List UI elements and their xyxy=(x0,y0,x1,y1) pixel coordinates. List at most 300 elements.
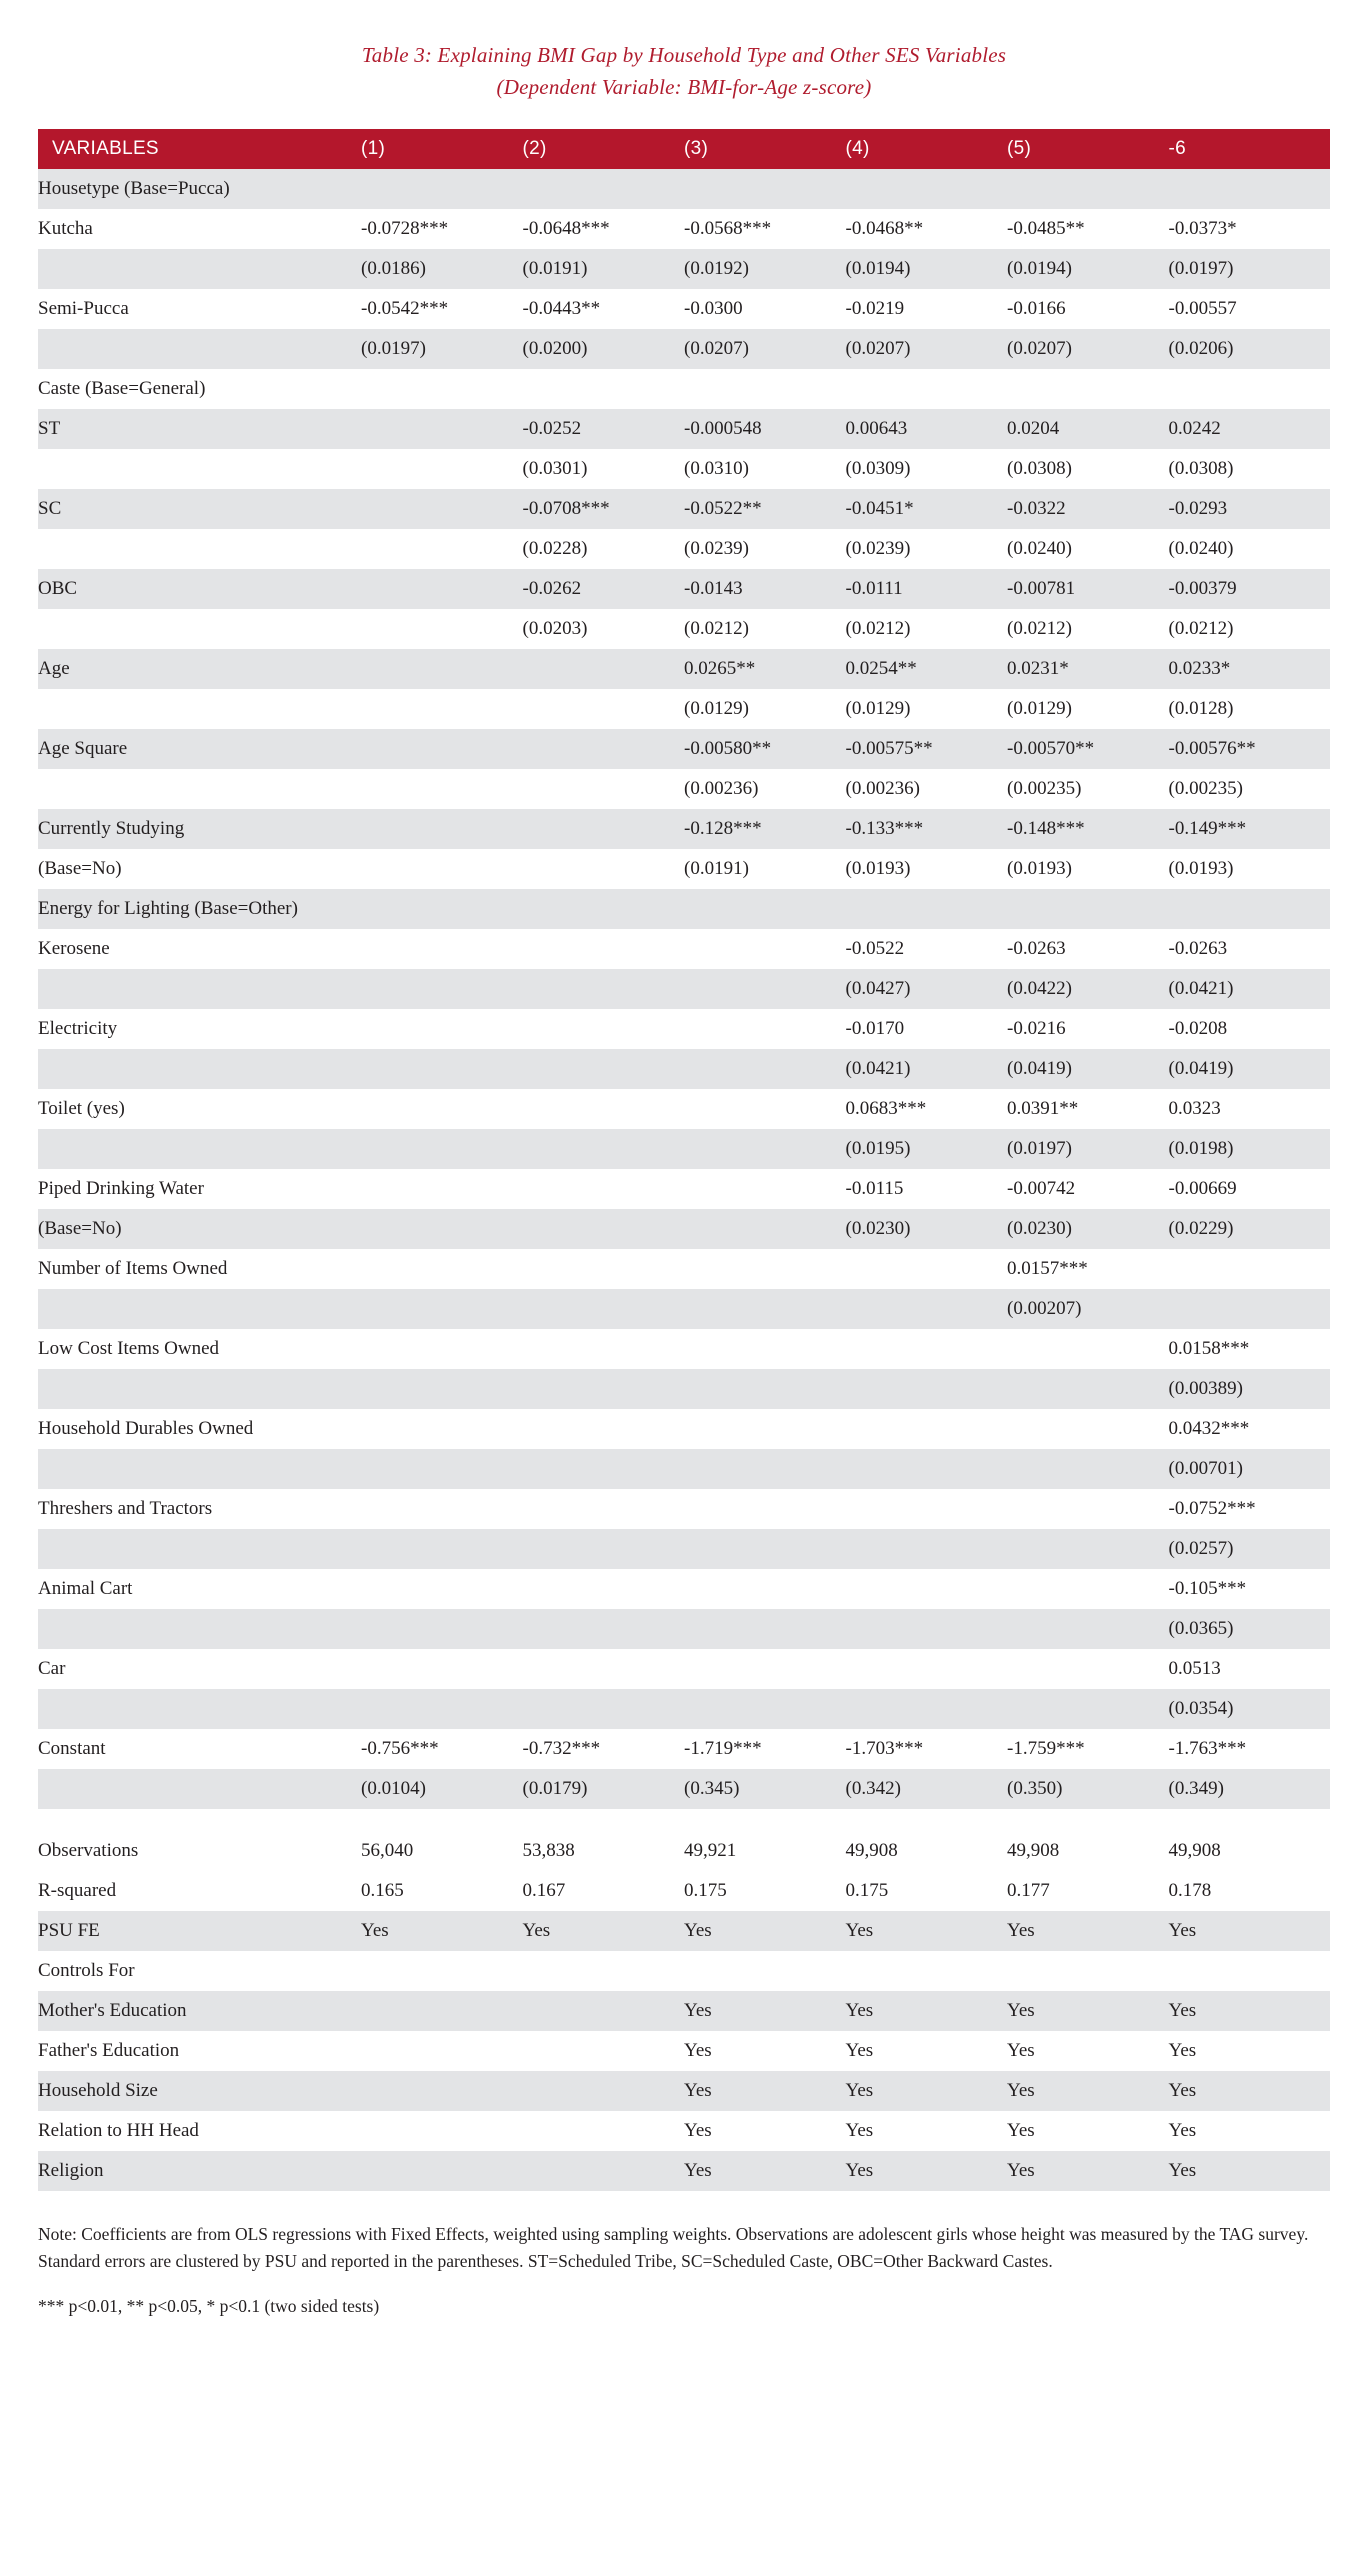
cell-col-5: (0.00235) xyxy=(1007,769,1169,809)
cell-col-3: -0.0522** xyxy=(684,489,846,529)
cell-col-5: -0.0322 xyxy=(1007,489,1169,529)
cell-col-6: (0.0197) xyxy=(1169,249,1331,289)
table-row xyxy=(38,489,1330,529)
cell-col-5: (0.0419) xyxy=(1007,1049,1169,1089)
cell-col-5: Yes xyxy=(1007,1911,1169,1951)
cell-col-1 xyxy=(361,849,523,889)
cell-col-2 xyxy=(523,1449,685,1489)
table-row xyxy=(38,369,1330,409)
row-label: Age Square xyxy=(38,729,361,769)
table-row xyxy=(38,1831,1330,1871)
cell-col-4: -0.00575** xyxy=(846,729,1008,769)
cell-col-2 xyxy=(523,849,685,889)
note-significance: *** p<0.01, ** p<0.05, * p<0.1 (two sided tests) xyxy=(38,2296,380,2317)
row-label: Electricity xyxy=(38,1009,361,1049)
table-row xyxy=(38,1951,1330,1991)
cell-col-4: 0.0683*** xyxy=(846,1089,1008,1129)
table-row xyxy=(38,2151,1330,2191)
cell-col-2 xyxy=(523,889,685,929)
cell-col-4: Yes xyxy=(846,2071,1008,2111)
row-label xyxy=(38,529,361,569)
cell-col-5 xyxy=(1007,1609,1169,1649)
cell-col-5 xyxy=(1007,1951,1169,1991)
cell-col-6: Yes xyxy=(1169,2071,1331,2111)
cell-col-6: 0.178 xyxy=(1169,1871,1331,1911)
cell-col-5 xyxy=(1007,1329,1169,1369)
cell-col-1: 56,040 xyxy=(361,1831,523,1871)
cell-col-1 xyxy=(361,1049,523,1089)
cell-col-2 xyxy=(523,1329,685,1369)
cell-col-5: 0.0391** xyxy=(1007,1089,1169,1129)
cell-col-4 xyxy=(846,1609,1008,1649)
table-row xyxy=(38,1329,1330,1369)
cell-col-2 xyxy=(523,1129,685,1169)
cell-col-6: 0.0233* xyxy=(1169,649,1331,689)
cell-col-6: -0.0208 xyxy=(1169,1009,1331,1049)
cell-col-6: Yes xyxy=(1169,2111,1331,2151)
cell-col-4: -0.0115 xyxy=(846,1169,1008,1209)
cell-col-6 xyxy=(1169,1289,1331,1329)
row-label: (Base=No) xyxy=(38,849,361,889)
cell-col-4 xyxy=(846,1649,1008,1689)
cell-col-3: 0.175 xyxy=(684,1871,846,1911)
row-label: PSU FE xyxy=(38,1911,361,1951)
row-label: Car xyxy=(38,1649,361,1689)
table-row xyxy=(38,1529,1330,1569)
cell-col-5 xyxy=(1007,369,1169,409)
cell-col-4: -0.0219 xyxy=(846,289,1008,329)
cell-col-3 xyxy=(684,1009,846,1049)
cell-col-2 xyxy=(523,929,685,969)
cell-col-6 xyxy=(1169,889,1331,929)
table-row xyxy=(38,449,1330,489)
cell-col-1 xyxy=(361,1129,523,1169)
table-row xyxy=(38,609,1330,649)
cell-col-4: (0.0309) xyxy=(846,449,1008,489)
cell-col-5: -0.148*** xyxy=(1007,809,1169,849)
cell-col-1 xyxy=(361,1409,523,1449)
cell-col-6: (0.0308) xyxy=(1169,449,1331,489)
table-row xyxy=(38,1489,1330,1529)
table-row xyxy=(38,1129,1330,1169)
cell-col-3: (0.345) xyxy=(684,1769,846,1809)
cell-col-3 xyxy=(684,1489,846,1529)
cell-col-2: -0.0252 xyxy=(523,409,685,449)
row-label: Controls For xyxy=(38,1951,361,1991)
cell-col-6: (0.0354) xyxy=(1169,1689,1331,1729)
table-row xyxy=(38,529,1330,569)
table-spacer-row xyxy=(38,1809,1330,1831)
cell-col-4 xyxy=(846,1951,1008,1991)
cell-col-4: (0.0195) xyxy=(846,1129,1008,1169)
cell-col-5: Yes xyxy=(1007,2151,1169,2191)
cell-col-4 xyxy=(846,369,1008,409)
cell-col-3 xyxy=(684,369,846,409)
table-row xyxy=(38,649,1330,689)
column-header-4: (4) xyxy=(846,129,1008,169)
cell-col-1 xyxy=(361,2111,523,2151)
row-label xyxy=(38,449,361,489)
cell-col-1 xyxy=(361,1249,523,1289)
row-label: Observations xyxy=(38,1831,361,1871)
cell-col-6: Yes xyxy=(1169,2151,1331,2191)
cell-col-6: -0.00669 xyxy=(1169,1169,1331,1209)
table-row xyxy=(38,1369,1330,1409)
cell-col-4: (0.342) xyxy=(846,1769,1008,1809)
cell-col-1 xyxy=(361,1689,523,1729)
cell-col-2: (0.0301) xyxy=(523,449,685,489)
row-label xyxy=(38,1449,361,1489)
cell-col-2 xyxy=(523,769,685,809)
cell-col-5: -0.0166 xyxy=(1007,289,1169,329)
cell-col-4 xyxy=(846,1369,1008,1409)
cell-col-2 xyxy=(523,1249,685,1289)
cell-col-6: 49,908 xyxy=(1169,1831,1331,1871)
cell-col-3 xyxy=(684,1689,846,1729)
cell-col-2 xyxy=(523,1991,685,2031)
cell-col-4: -0.0468** xyxy=(846,209,1008,249)
table-row xyxy=(38,809,1330,849)
cell-col-4 xyxy=(846,1449,1008,1489)
cell-col-3 xyxy=(684,1129,846,1169)
cell-col-1 xyxy=(361,969,523,1009)
cell-col-6: 0.0513 xyxy=(1169,1649,1331,1689)
row-label: Energy for Lighting (Base=Other) xyxy=(38,889,361,929)
cell-col-1 xyxy=(361,1329,523,1369)
cell-col-4 xyxy=(846,1409,1008,1449)
row-label: Currently Studying xyxy=(38,809,361,849)
cell-col-3 xyxy=(684,1609,846,1649)
cell-col-2 xyxy=(523,1951,685,1991)
cell-col-3 xyxy=(684,1951,846,1991)
cell-col-2 xyxy=(523,729,685,769)
cell-col-2 xyxy=(523,1289,685,1329)
cell-col-5: Yes xyxy=(1007,2071,1169,2111)
cell-col-6: 0.0158*** xyxy=(1169,1329,1331,1369)
cell-col-1 xyxy=(361,569,523,609)
cell-col-1 xyxy=(361,409,523,449)
cell-col-6: (0.0212) xyxy=(1169,609,1331,649)
cell-col-6 xyxy=(1169,369,1331,409)
cell-col-5 xyxy=(1007,1689,1169,1729)
cell-col-6: (0.00389) xyxy=(1169,1369,1331,1409)
table-row xyxy=(38,929,1330,969)
cell-col-4: (0.0230) xyxy=(846,1209,1008,1249)
cell-col-1 xyxy=(361,769,523,809)
cell-col-1 xyxy=(361,2071,523,2111)
cell-col-5: -0.00781 xyxy=(1007,569,1169,609)
cell-col-1 xyxy=(361,889,523,929)
cell-col-5: -0.0263 xyxy=(1007,929,1169,969)
cell-col-1: Yes xyxy=(361,1911,523,1951)
cell-col-4: Yes xyxy=(846,2031,1008,2071)
table-row xyxy=(38,569,1330,609)
cell-col-2 xyxy=(523,1049,685,1089)
cell-col-5 xyxy=(1007,1649,1169,1689)
cell-col-2: -0.0262 xyxy=(523,569,685,609)
cell-col-2 xyxy=(523,1209,685,1249)
cell-col-1: (0.0104) xyxy=(361,1769,523,1809)
cell-col-2 xyxy=(523,689,685,729)
cell-col-3: Yes xyxy=(684,1911,846,1951)
cell-col-3: (0.0129) xyxy=(684,689,846,729)
cell-col-4: Yes xyxy=(846,2111,1008,2151)
cell-col-6: (0.0257) xyxy=(1169,1529,1331,1569)
row-label: Semi-Pucca xyxy=(38,289,361,329)
row-label xyxy=(38,769,361,809)
cell-col-2 xyxy=(523,169,685,209)
cell-col-5 xyxy=(1007,1569,1169,1609)
cell-col-4: (0.0129) xyxy=(846,689,1008,729)
cell-col-2 xyxy=(523,2071,685,2111)
cell-col-3: Yes xyxy=(684,2071,846,2111)
cell-col-6 xyxy=(1169,169,1331,209)
cell-col-1: -0.0542*** xyxy=(361,289,523,329)
cell-col-3: 0.0265** xyxy=(684,649,846,689)
note-main: Note: Coefficients are from OLS regressions with Fixed Effects, weighted using sampling weights. Observations are adolescent girls whose height was measured by the TAG survey. Standard errors are clustered by PSU and reported in the parentheses. ST=Scheduled Tribe, SC=Scheduled Caste, OBC=Other Backward Castes. xyxy=(38,2224,1309,2272)
table-row xyxy=(38,1991,1330,2031)
cell-col-3: -0.000548 xyxy=(684,409,846,449)
row-label xyxy=(38,1369,361,1409)
cell-col-2 xyxy=(523,2151,685,2191)
cell-col-5: Yes xyxy=(1007,2111,1169,2151)
row-label: Housetype (Base=Pucca) xyxy=(38,169,361,209)
cell-col-2: (0.0179) xyxy=(523,1769,685,1809)
cell-col-6: -0.105*** xyxy=(1169,1569,1331,1609)
table-row xyxy=(38,409,1330,449)
cell-col-4 xyxy=(846,169,1008,209)
cell-col-4: (0.0194) xyxy=(846,249,1008,289)
cell-col-6: -0.0373* xyxy=(1169,209,1331,249)
cell-col-4: 0.00643 xyxy=(846,409,1008,449)
row-label: ST xyxy=(38,409,361,449)
regression-table xyxy=(38,129,1330,2191)
cell-col-3 xyxy=(684,1209,846,1249)
table-row xyxy=(38,689,1330,729)
table-row xyxy=(38,1769,1330,1809)
cell-col-5: (0.0308) xyxy=(1007,449,1169,489)
cell-col-5: (0.0240) xyxy=(1007,529,1169,569)
cell-col-6: (0.0198) xyxy=(1169,1129,1331,1169)
cell-col-4: Yes xyxy=(846,1911,1008,1951)
cell-col-5: (0.0230) xyxy=(1007,1209,1169,1249)
cell-col-1 xyxy=(361,1991,523,2031)
cell-col-5: 0.0157*** xyxy=(1007,1249,1169,1289)
column-header-1: (1) xyxy=(361,129,523,169)
table-row xyxy=(38,1089,1330,1129)
cell-col-3: (0.0310) xyxy=(684,449,846,489)
table-title-line-1: Table 3: Explaining BMI Gap by Household Type and Other SES Variables xyxy=(361,43,1007,67)
table-row xyxy=(38,1169,1330,1209)
cell-col-2: -0.732*** xyxy=(523,1729,685,1769)
cell-col-5: Yes xyxy=(1007,1991,1169,2031)
row-label xyxy=(38,1769,361,1809)
cell-col-2: (0.0203) xyxy=(523,609,685,649)
table-row xyxy=(38,1649,1330,1689)
cell-col-4: Yes xyxy=(846,2151,1008,2191)
cell-col-4: 0.175 xyxy=(846,1871,1008,1911)
cell-col-1 xyxy=(361,1009,523,1049)
row-label: Relation to HH Head xyxy=(38,2111,361,2151)
cell-col-1 xyxy=(361,369,523,409)
cell-col-3 xyxy=(684,1089,846,1129)
table-row xyxy=(38,1689,1330,1729)
cell-col-3 xyxy=(684,1249,846,1289)
cell-col-6: -0.149*** xyxy=(1169,809,1331,849)
cell-col-6: (0.0229) xyxy=(1169,1209,1331,1249)
row-label: Piped Drinking Water xyxy=(38,1169,361,1209)
cell-col-1: (0.0186) xyxy=(361,249,523,289)
cell-col-5: (0.350) xyxy=(1007,1769,1169,1809)
cell-col-3: -1.719*** xyxy=(684,1729,846,1769)
cell-col-3: (0.0192) xyxy=(684,249,846,289)
cell-col-1 xyxy=(361,649,523,689)
row-label: Animal Cart xyxy=(38,1569,361,1609)
cell-col-4 xyxy=(846,1329,1008,1369)
cell-col-4: (0.0207) xyxy=(846,329,1008,369)
cell-col-3: -0.0143 xyxy=(684,569,846,609)
table-body xyxy=(38,169,1330,2191)
row-label: Caste (Base=General) xyxy=(38,369,361,409)
table-row xyxy=(38,1209,1330,1249)
cell-col-2 xyxy=(523,1369,685,1409)
table-row xyxy=(38,889,1330,929)
cell-col-1 xyxy=(361,1951,523,1991)
column-header-variables: VARIABLES xyxy=(38,129,361,169)
cell-col-3 xyxy=(684,1649,846,1689)
cell-col-5 xyxy=(1007,1449,1169,1489)
row-label xyxy=(38,249,361,289)
cell-col-2 xyxy=(523,1089,685,1129)
table-row xyxy=(38,2071,1330,2111)
table-row xyxy=(38,1049,1330,1089)
spacer-cell xyxy=(38,1809,1330,1831)
cell-col-5: (0.0129) xyxy=(1007,689,1169,729)
row-label xyxy=(38,329,361,369)
cell-col-5 xyxy=(1007,1409,1169,1449)
cell-col-3 xyxy=(684,1369,846,1409)
cell-col-5: (0.00207) xyxy=(1007,1289,1169,1329)
cell-col-5: 0.0204 xyxy=(1007,409,1169,449)
cell-col-1 xyxy=(361,809,523,849)
cell-col-1 xyxy=(361,1569,523,1609)
cell-col-2 xyxy=(523,1689,685,1729)
cell-col-1 xyxy=(361,1209,523,1249)
row-label: Father's Education xyxy=(38,2031,361,2071)
cell-col-5: Yes xyxy=(1007,2031,1169,2071)
cell-col-6: (0.0419) xyxy=(1169,1049,1331,1089)
table-row xyxy=(38,289,1330,329)
cell-col-6: (0.0193) xyxy=(1169,849,1331,889)
cell-col-2 xyxy=(523,969,685,1009)
cell-col-4 xyxy=(846,1529,1008,1569)
cell-col-4 xyxy=(846,1689,1008,1729)
cell-col-1 xyxy=(361,1649,523,1689)
row-label: Number of Items Owned xyxy=(38,1249,361,1289)
cell-col-5 xyxy=(1007,889,1169,929)
row-label: Threshers and Tractors xyxy=(38,1489,361,1529)
row-label: Household Size xyxy=(38,2071,361,2111)
cell-col-3 xyxy=(684,1289,846,1329)
cell-col-3: -0.0300 xyxy=(684,289,846,329)
cell-col-1 xyxy=(361,929,523,969)
cell-col-4 xyxy=(846,889,1008,929)
row-label xyxy=(38,1049,361,1089)
cell-col-4 xyxy=(846,1289,1008,1329)
cell-col-3: Yes xyxy=(684,1991,846,2031)
table-row xyxy=(38,1609,1330,1649)
cell-col-1 xyxy=(361,1089,523,1129)
cell-col-1: -0.756*** xyxy=(361,1729,523,1769)
cell-col-4: (0.0239) xyxy=(846,529,1008,569)
cell-col-3 xyxy=(684,1409,846,1449)
cell-col-5: 0.177 xyxy=(1007,1871,1169,1911)
cell-col-2: (0.0200) xyxy=(523,329,685,369)
cell-col-6: -0.00379 xyxy=(1169,569,1331,609)
cell-col-4 xyxy=(846,1489,1008,1529)
cell-col-4: (0.0193) xyxy=(846,849,1008,889)
cell-col-1 xyxy=(361,1529,523,1569)
cell-col-6: -1.763*** xyxy=(1169,1729,1331,1769)
cell-col-5: 0.0231* xyxy=(1007,649,1169,689)
row-label: SC xyxy=(38,489,361,529)
row-label: Low Cost Items Owned xyxy=(38,1329,361,1369)
cell-col-3 xyxy=(684,1569,846,1609)
row-label xyxy=(38,1289,361,1329)
cell-col-5: -1.759*** xyxy=(1007,1729,1169,1769)
cell-col-1 xyxy=(361,489,523,529)
table-row xyxy=(38,849,1330,889)
table-row xyxy=(38,1911,1330,1951)
cell-col-1 xyxy=(361,2031,523,2071)
cell-col-3 xyxy=(684,1329,846,1369)
cell-col-2: (0.0191) xyxy=(523,249,685,289)
cell-col-6 xyxy=(1169,1951,1331,1991)
cell-col-2 xyxy=(523,1529,685,1569)
row-label: Kerosene xyxy=(38,929,361,969)
cell-col-1: 0.165 xyxy=(361,1871,523,1911)
cell-col-3: 49,921 xyxy=(684,1831,846,1871)
cell-col-6: (0.0128) xyxy=(1169,689,1331,729)
cell-col-3 xyxy=(684,969,846,1009)
cell-col-6: -0.00576** xyxy=(1169,729,1331,769)
cell-col-6: (0.00235) xyxy=(1169,769,1331,809)
cell-col-4: Yes xyxy=(846,1991,1008,2031)
column-header-3: (3) xyxy=(684,129,846,169)
cell-col-3: Yes xyxy=(684,2031,846,2071)
cell-col-1: (0.0197) xyxy=(361,329,523,369)
cell-col-6: -0.0752*** xyxy=(1169,1489,1331,1529)
cell-col-1 xyxy=(361,169,523,209)
cell-col-4: 0.0254** xyxy=(846,649,1008,689)
cell-col-2 xyxy=(523,649,685,689)
row-label: R-squared xyxy=(38,1871,361,1911)
cell-col-6: (0.0206) xyxy=(1169,329,1331,369)
cell-col-3: Yes xyxy=(684,2151,846,2191)
cell-col-5: -0.00570** xyxy=(1007,729,1169,769)
cell-col-6: 0.0432*** xyxy=(1169,1409,1331,1449)
table-row xyxy=(38,1289,1330,1329)
table-notes xyxy=(38,2221,1330,2320)
cell-col-6: (0.0365) xyxy=(1169,1609,1331,1649)
cell-col-3: Yes xyxy=(684,2111,846,2151)
cell-col-2: 0.167 xyxy=(523,1871,685,1911)
cell-col-2 xyxy=(523,1409,685,1449)
cell-col-2: 53,838 xyxy=(523,1831,685,1871)
cell-col-3 xyxy=(684,1169,846,1209)
table-row xyxy=(38,249,1330,289)
cell-col-2 xyxy=(523,369,685,409)
